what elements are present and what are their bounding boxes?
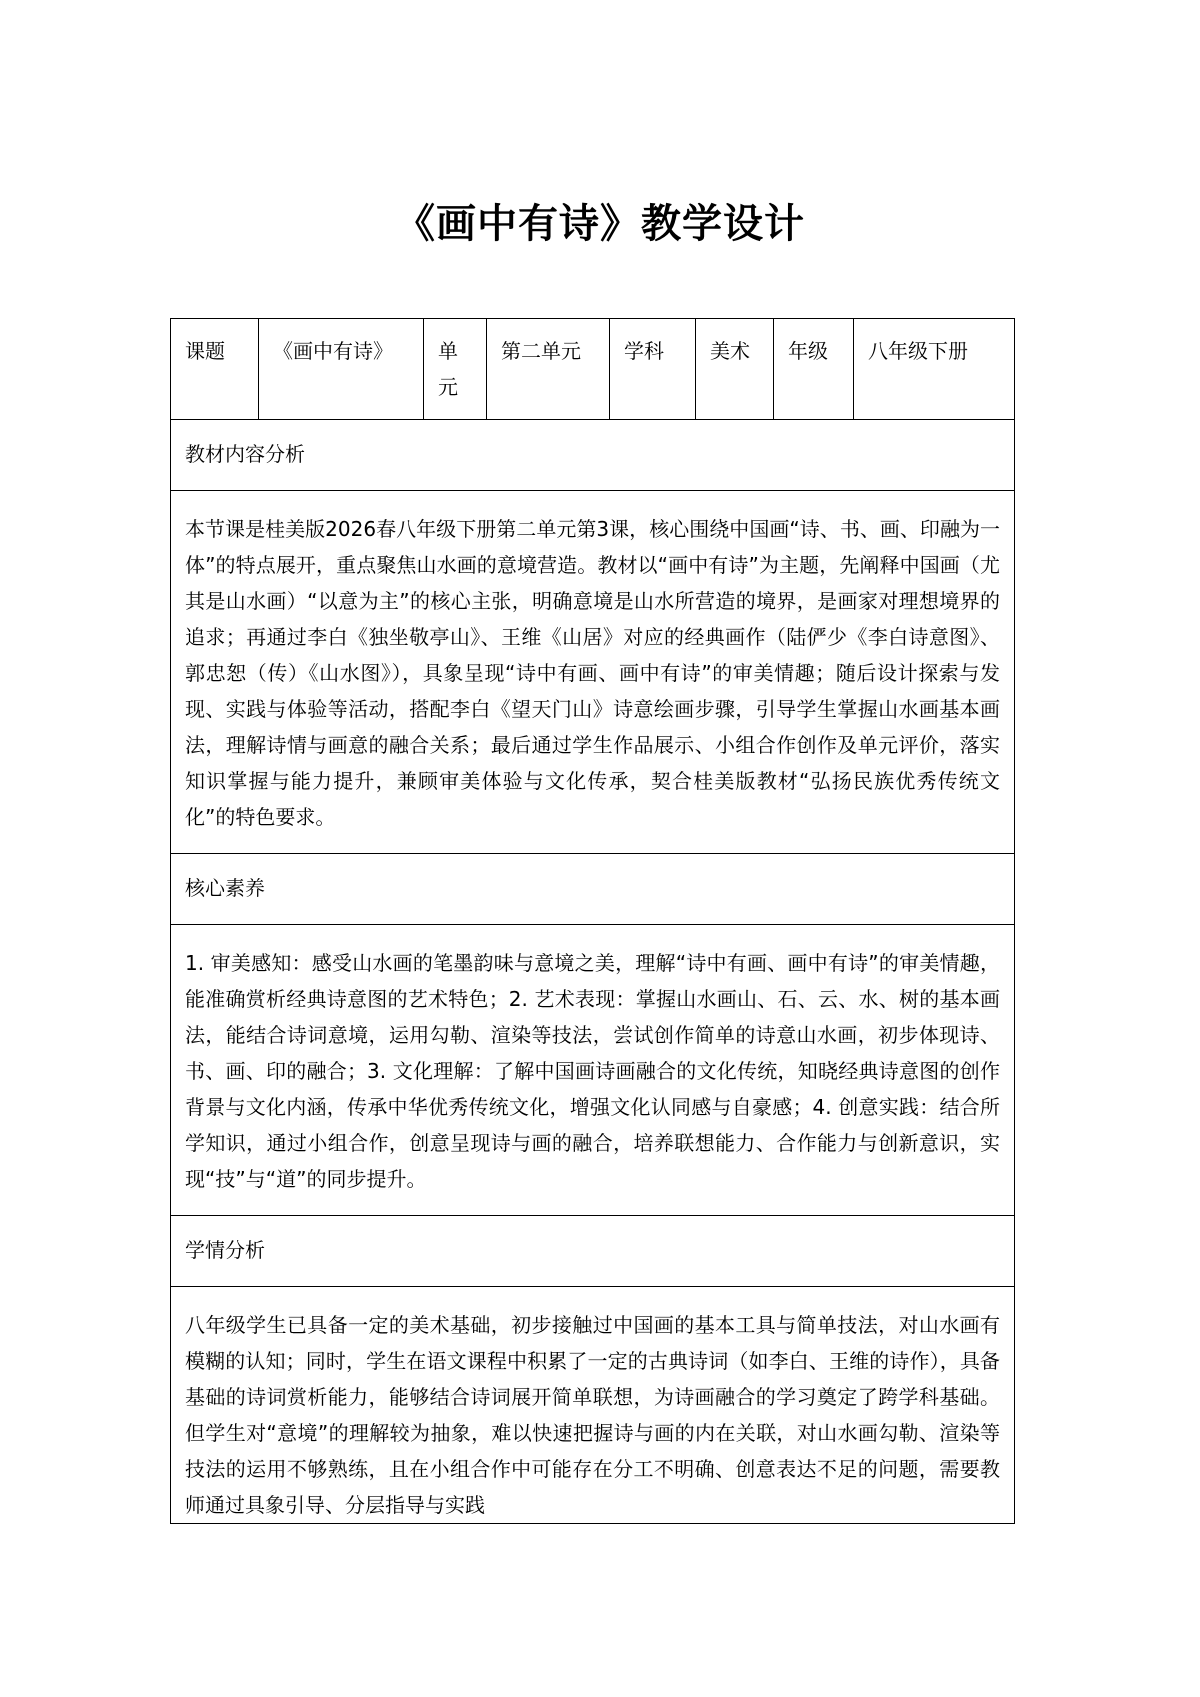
core-competency-heading: 核心素养 — [171, 854, 1015, 925]
document-title: 《画中有诗》教学设计 — [395, 201, 805, 247]
topic-value: 《画中有诗》 — [259, 319, 424, 420]
textbook-analysis-heading: 教材内容分析 — [171, 420, 1015, 491]
subject-value: 美术 — [696, 319, 774, 420]
section-heading-row — [171, 420, 1015, 491]
section-body-row — [171, 491, 1015, 854]
student-analysis-cell — [171, 1287, 1015, 1524]
section-body-row — [171, 925, 1015, 1216]
lesson-plan-table — [170, 318, 1015, 1524]
topic-label: 课题 — [171, 319, 259, 420]
textbook-analysis-body: 本节课是桂美版2026春八年级下册第二单元第3课，核心围绕中国画“诗、书、画、印融为一体”的特点展开，重点聚焦山水画的意境营造。教材以“画中有诗”为主题，先阐释中国画（尤其是山水画）“以意为主”的核心主张，明确意境是山水所营造的境界，是画家对理想境界的追求；再通过李白《独坐敬亭山》、王维《山居》对应的经典画作（陆俨少《李白诗意图》、郭忠恕（传）《山水图》），具象呈现“诗中有画、画中有诗”的审美情趣；随后设计探索与发现、实践与体验等活动，搭配李白《望天门山》诗意绘画步骤，引导学生掌握山水画基本画法，理解诗情与画意的融合关系；最后通过学生作品展示、小组合作创作及单元评价，落实知识掌握与能力提升，兼顾审美体验与文化传承，契合桂美版教材“弘扬民族优秀传统文化”的特色要求。 — [171, 491, 1015, 854]
core-competency-body: 1. 审美感知：感受山水画的笔墨韵味与意境之美，理解“诗中有画、画中有诗”的审美情趣，能准确赏析经典诗意图的艺术特色；2. 艺术表现：掌握山水画山、石、云、水、树的基本画法，能结合诗词意境，运用勾勒、渲染等技法，尝试创作简单的诗意山水画，初步体现诗、书、画、印的融合；3. 文化理解：了解中国画诗画融合的文化传统，知晓经典诗意图的创作背景与文化内涵，传承中华优秀传统文化，增强文化认同感与自豪感；4. 创意实践：结合所学知识，通过小组合作，创意呈现诗与画的融合，培养联想能力、合作能力与创新意识，实现“技”与“道”的同步提升。 — [171, 925, 1015, 1216]
unit-value: 第二单元 — [487, 319, 610, 420]
meta-row — [171, 319, 1015, 420]
student-analysis-body: 八年级学生已具备一定的美术基础，初步接触过中国画的基本工具与简单技法，对山水画有模糊的认知；同时，学生在语文课程中积累了一定的古典诗词（如李白、王维的诗作），具备基础的诗词赏析能力，能够结合诗词展开简单联想，为诗画融合的学习奠定了跨学科基础。但学生对“意境”的理解较为抽象，难以快速把握诗与画的内在关联，对山水画勾勒、渲染等技法的运用不够熟练，且在小组合作中可能存在分工不明确、创意表达不足的问题，需要教师通过具象引导、分层指导与实践 — [185, 1313, 1000, 1517]
subject-label: 学科 — [610, 319, 696, 420]
grade-label: 年级 — [774, 319, 854, 420]
grade-value: 八年级下册 — [854, 319, 1015, 420]
section-body-row — [171, 1287, 1015, 1524]
section-heading-row — [171, 854, 1015, 925]
unit-label: 单元 — [424, 319, 487, 420]
student-analysis-heading: 学情分析 — [171, 1216, 1015, 1287]
section-heading-row — [171, 1216, 1015, 1287]
